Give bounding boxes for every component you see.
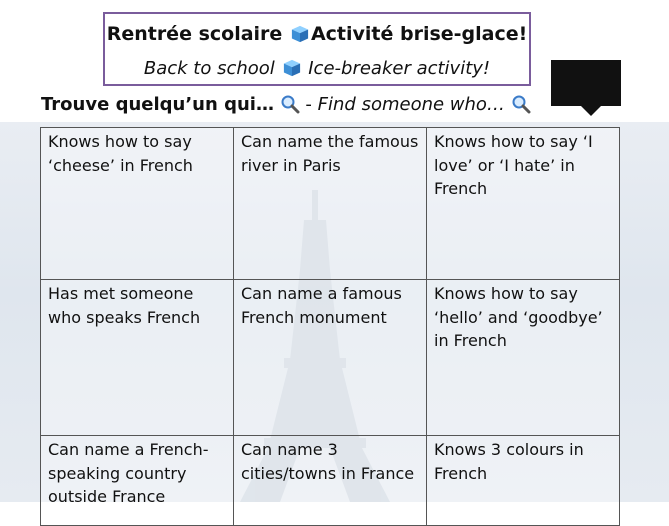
subtitle-french: Trouve quelqu’un qui…	[41, 94, 274, 115]
grid-cell: Can name 3 cities/towns in France	[234, 436, 427, 526]
grid-cell: Knows how to say ‘I love’ or ‘I hate’ in French	[427, 128, 620, 280]
grid-cell: Knows 3 colours in French	[427, 436, 620, 526]
grid-cell: Can name the famous river in Paris	[234, 128, 427, 280]
title-english-part1: Back to school	[143, 58, 275, 79]
speech-bubble-icon	[551, 60, 621, 116]
grid-cell: Has met someone who speaks French	[41, 280, 234, 436]
ice-cube-icon	[291, 25, 309, 43]
bingo-grid	[40, 127, 620, 526]
grid-row	[41, 436, 620, 526]
magnifying-glass-icon	[280, 94, 300, 114]
title-english-part2: Ice-breaker activity!	[308, 58, 491, 79]
subtitle-separator: -	[305, 94, 312, 115]
grid-row	[41, 128, 620, 280]
magnifying-glass-icon	[511, 94, 531, 114]
subtitle	[41, 94, 531, 115]
grid-cell: Can name a French-speaking country outside France	[41, 436, 234, 526]
subtitle-english: Find someone who…	[317, 94, 505, 115]
title-french	[105, 23, 529, 45]
grid-cell: Can name a famous French monument	[234, 280, 427, 436]
grid-cell: Knows how to say ‘hello’ and ‘goodbye’ in French	[427, 280, 620, 436]
title-english	[105, 58, 529, 79]
grid-row	[41, 280, 620, 436]
title-french-part2: Activité brise-glace!	[310, 23, 528, 45]
title-box	[103, 12, 531, 86]
title-french-part1: Rentrée scolaire	[106, 23, 283, 45]
grid-cell: Knows how to say ‘cheese’ in French	[41, 128, 234, 280]
ice-cube-icon	[283, 59, 301, 77]
